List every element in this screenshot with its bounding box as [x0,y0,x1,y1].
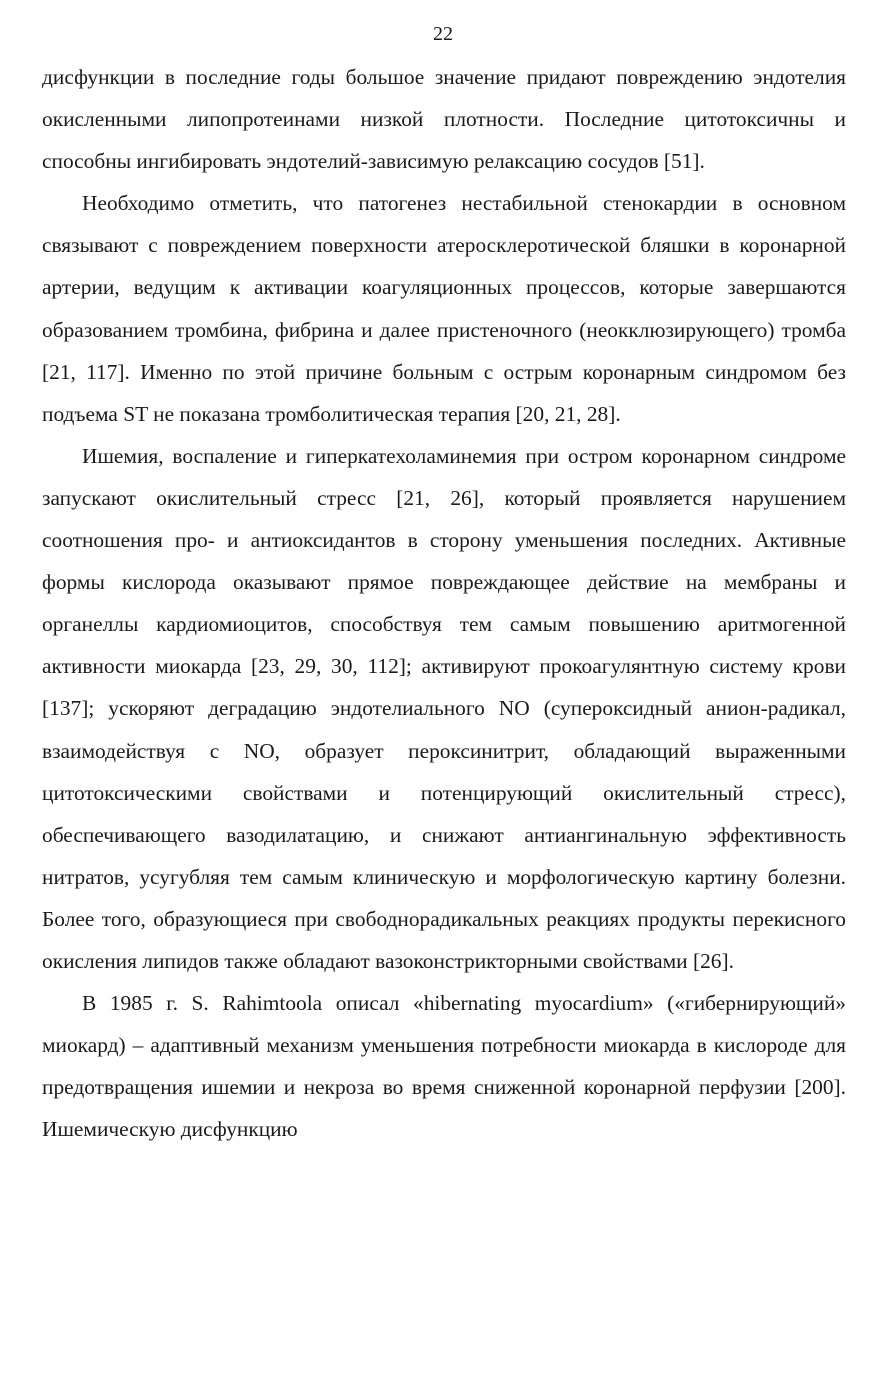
paragraph-oxidative-stress: Ишемия, воспаление и гиперкатехоламинемия при остром коронарном синдроме запускают окислительный стресс [21, 26], который проявляется нарушением соотношения про- и антиоксидантов в сторону уменьшения последних. Активные формы кислорода оказывают прямое повреждающее действие на мембраны и органеллы кардиомиоцитов, способствуя тем самым повышению аритмогенной активности миокарда [23, 29, 30, 112]; активируют прокоагулянтную систему крови [137]; ускоряют деградацию эндотелиального NO (супероксидный анион-радикал, взаимодействуя с NO, образует пероксинитрит, обладающий выраженными цитотоксическими свойствами и потенцирующий окислительный стресс), обеспечивающего вазодилатацию, и снижают антиангинальную эффективность нитратов, усугубляя тем самым клиническую и морфологическую картину болезни. Более того, образующиеся при свободнорадикальных реакциях продукты перекисного окисления липидов также обладают вазоконстрикторными свойствами [26]. [42,443,846,973]
paragraph-unstable-angina-pathogenesis: Необходимо отметить, что патогенез нестабильной стенокардии в основном связывают с повреждением поверхности атеросклеротической бляшки в коронарной артерии, ведущим к активации коагуляционных процессов, которые завершаются образованием тромбина, фибрина и далее пристеночного (неокклюзирующего) тромба [21, 117]. Именно по этой причине больным с острым коронарным синдромом без подъема ST не показана тромболитическая терапия [20, 21, 28]. [42,191,846,426]
page-body [42,56,846,1142]
page-number: 22 [433,23,453,45]
paragraph-endothelial-dysfunction: дисфункции в последние годы большое значение придают повреждению эндотелия окисленными липопротеинами низкой плотности. Последние цитотоксичны и способны ингибировать эндотелий-зависимую релаксацию сосудов [51]. [42,65,846,174]
paragraph-hibernating-myocardium: В 1985 г. S. Rahimtoola описал «hibernating myocardium» («гибернирующий» миокард) – адаптивный механизм уменьшения потребности миокарда в кислороде для предотвращения ишемии и некроза во время сниженной коронарной перфузии [200]. Ишемическую дисфункцию [42,991,846,1142]
